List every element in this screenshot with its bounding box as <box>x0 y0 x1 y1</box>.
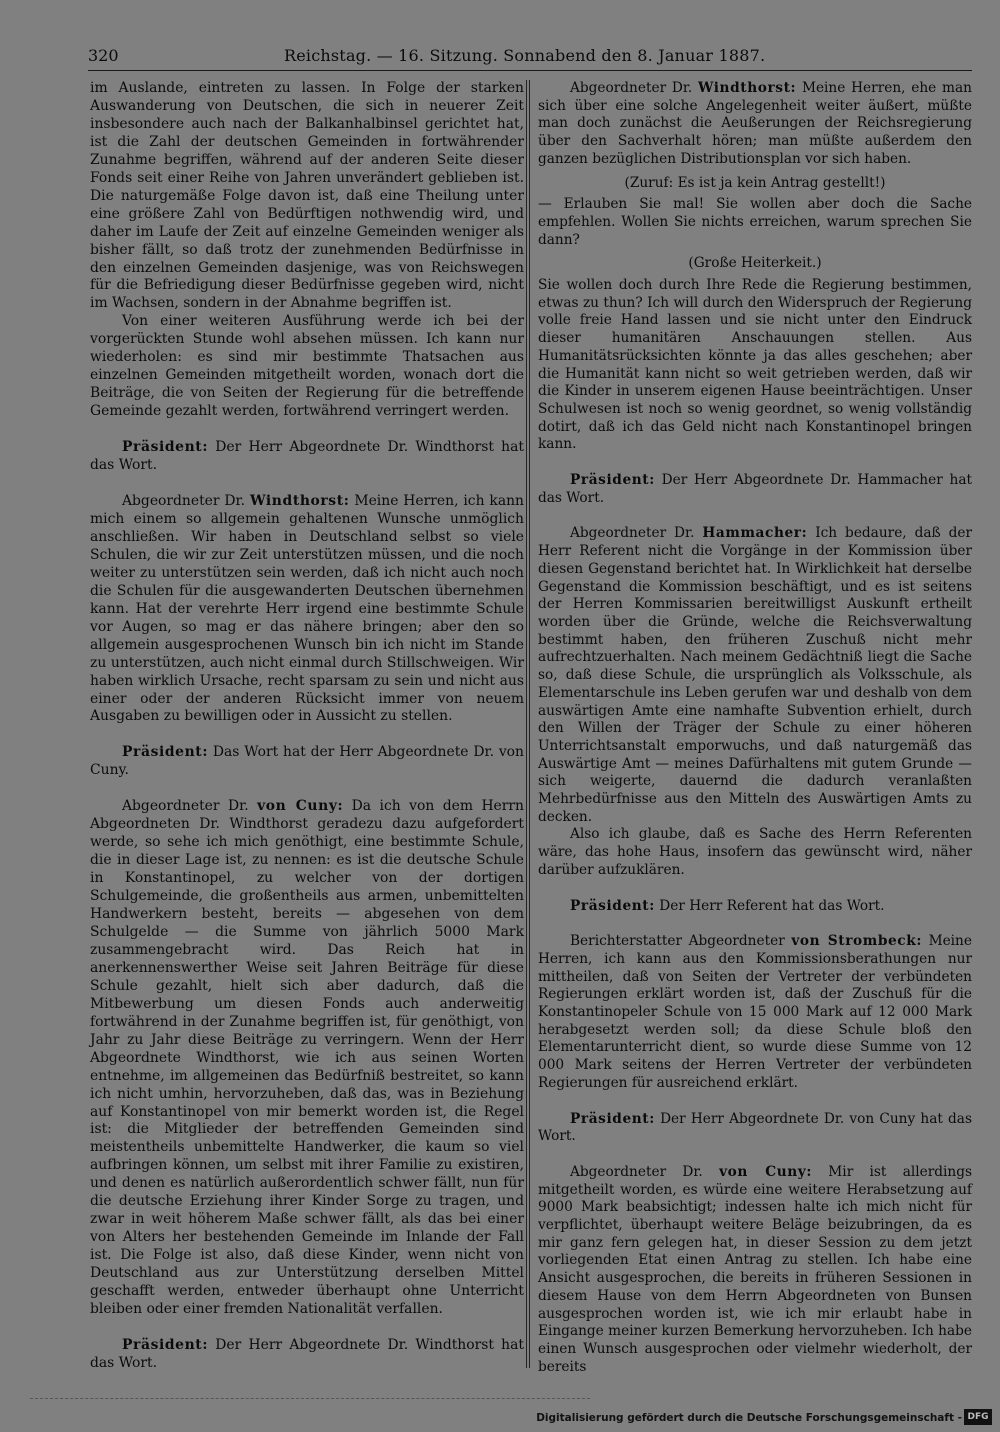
right-column <box>538 80 972 1376</box>
paragraph: im Auslande, eintreten zu lassen. In Folge der starken Auswanderung von Deutschen, die sich in neuerer Zeit insbesondere auch nach der Balkanhalbinsel gerichtet hat, ist die Zahl der deutschen Gemeinden in fortwährender Zunahme begriffen, während auf der anderen Seite dieser Fonds seit einer Reihe von Jahren unverändert geblieben ist. Die naturgemäße Folge davon ist, daß eine Theilung unter eine größere Zahl von Bedürftigen nothwendig wird, und daher im Laufe der Zeit auf einzelne Gemeinden weniger als bisher fällt, so daß trotz der zunehmenden Bedürfnisse in den einzelnen Gemeinden dasjenige, was von Reichswegen für die Befriedigung dieser Bedürfnisse gegeben wird, nicht im Wachsen, sondern in der Abnahme begriffen ist. <box>90 80 524 312</box>
speaker-name: Hammacher: <box>702 525 808 542</box>
paragraph: Also ich glaube, daß es Sache des Herrn Referenten wäre, das hohe Haus, insofern das gewünscht wird, näher darüber aufzuklären. <box>538 826 972 878</box>
speaker-paragraph: Präsident: Der Herr Abgeordnete Dr. Hammacher hat das Wort. <box>538 472 972 506</box>
speaker-paragraph: Präsident: Der Herr Abgeordnete Dr. Windthorst hat das Wort. <box>90 439 524 474</box>
speaker-paragraph: Präsident: Der Herr Abgeordnete Dr. Windthorst hat das Wort. <box>90 1336 524 1371</box>
speaker-name: Präsident: <box>122 439 209 456</box>
interjection: (Zuruf: Es ist ja kein Antrag gestellt!) <box>624 174 886 191</box>
speaker-name: Präsident: <box>570 897 655 914</box>
column-divider-inner <box>529 80 530 1368</box>
column-divider <box>526 80 527 1368</box>
speaker-name: von Strombeck: <box>791 933 922 950</box>
page-header <box>88 40 972 71</box>
scan-edge <box>30 1398 590 1399</box>
dfg-logo: DFG <box>964 1409 992 1425</box>
speaker-paragraph: Abgeordneter Dr. Windthorst: Meine Herren, ich kann mich einem so allgemein gehaltenen Wunsche unmöglich anschließen. Wir haben in Deutschland selbst so viele Schulen, die wir zur Zeit unterstützen müssen, und die noch weiter zu unterstützen sein werden, daß ich nicht auch noch die Schulen für die ausgewanderten Deutschen übernehmen kann. Hat der verehrte Herr irgend eine bestimmte Schule vor Augen, so mag er das nähere bringen; aber den so allgemein ausgesprochenen Wunsch bin ich nicht im Stande zu unterstützen, auch nicht einmal durch Stillschweigen. Wir haben wirklich Ursache, recht sparsam zu sein und nicht aus einer oder der anderen Rücksicht immer von neuem Ausgaben zu bewilligen oder in Aussicht zu stellen. <box>90 493 524 725</box>
running-title: Reichstag. — 16. Sitzung. Sonnabend den 8. Januar 1887. <box>284 46 766 65</box>
interjection: (Große Heiterkeit.) <box>688 255 822 272</box>
speaker-paragraph: Abgeordneter Dr. von Cuny: Da ich von dem Herrn Abgeordneten Dr. Windthorst geradezu dazu aufgefordert werde, so sehe ich mich genöthigt, eine bestimmte Schule, die in dieser Lage ist, zu nennen: es ist die deutsche Schule in Konstantinopel, zu welcher von der dortigen Schulgemeinde, die großentheils aus armen, unbemittelten Handwerkern besteht, bereits — abgesehen von dem Schulgelde — die Summe von jährlich 5000 Mark zusammengebracht wird. Das Reich hat in anerkennenswerther Weise seit Jahren Beiträge für diese Schule gezahlt, hielt sich aber dadurch, daß die Mitbewerbung um diesen Fonds auch anderweitig fortwährend in der Zunahme begriffen ist, für genöthigt, von Jahr zu Jahr diese Beiträge zu verringern. Wenn der Herr Abgeordnete Windthorst, wie ich aus seinen Worten entnehme, im allgemeinen das Bedürfniß bestreitet, so kann ich nicht umhin, hervorzuheben, daß das, was in Beziehung auf Konstantinopel von mir bemerkt worden ist, die Regel ist: die Mitglieder der betreffenden Gemeinden sind meistentheils unbemittelte Handwerker, die kaum so viel aufbringen können, um selbst mit ihrer Familie zu existiren, und denen es natürlich außerordentlich schwer fällt, nun für die deutsche Erziehung ihrer Kinder Sorge zu tragen, und zwar in weit höherem Maße schwer fällt, als das bei einer von Alters her bestehenden Gemeinde im Inlande der Fall ist. Die Folge ist also, daß diese Kinder, wenn nicht von Deutschland aus zur Unterstützung derselben Mittel geschafft werden, entweder überhaupt ohne Unterricht bleiben oder einer fremden Nationalität verfallen. <box>90 798 524 1317</box>
page-footer <box>0 1404 1000 1432</box>
speaker-name: von Cuny: <box>719 1163 812 1180</box>
speaker-paragraph: Abgeordneter Dr. Windthorst: Meine Herren, ehe man sich über eine solche Angelegenheit weiter äußert, müßte man doch zunächst die Aeußerungen der Reichsregierung über den Sachverhalt hören; man müßte außerdem den ganzen bezüglichen Distributionsplan vor sich haben. <box>538 80 972 167</box>
paragraph: Von einer weiteren Ausführung werde ich bei der vorgerückten Stunde wohl absehen müssen. Ich kann nur wiederholen: es sind mir bestimmte Thatsachen aus einzelnen Gemeinden mitgetheilt worden, wonach dort die Beiträge, die von Seiten der Regierung für die betreffende Gemeinde gezahlt werden, fortwährend verringert werden. <box>90 313 524 420</box>
speaker-name: Präsident: <box>570 1110 655 1127</box>
speaker-paragraph: Präsident: Der Herr Abgeordnete Dr. von Cuny hat das Wort. <box>538 1110 972 1145</box>
speaker-name: von Cuny: <box>257 798 344 815</box>
paragraph: — Erlauben Sie mal! Sie wollen aber doch die Sache empfehlen. Wollen Sie nichts erreichen, warum sprechen Sie dann? <box>538 196 972 248</box>
left-column <box>90 80 524 1373</box>
paragraph: Sie wollen doch durch Ihre Rede die Regierung bestimmen, etwas zu thun? Ich will durch den Widerspruch der Regierung volle freie Hand lassen und sie nicht unter den Eindruck dieser humanitären Anschauungen stellen. Aus Humanitätsrücksichten könnte ja das alles geschehen; aber die Humanität kann nicht so weit getrieben werden, daß wir die Kinder in unserem eigenen Hause beeinträchtigen. Unser Schulwesen ist noch so wenig geordnet, so wenig vollständig dotirt, daß ich das Geld nicht nach Konstantinopel bringen kann. <box>538 277 972 453</box>
speaker-name: Präsident: <box>570 472 655 489</box>
speaker-paragraph: Abgeordneter Dr. von Cuny: Mir ist allerdings mitgetheilt worden, es würde eine weitere Herabsetzung auf 9000 Mark beabsichtigt; indessen halte ich mich nicht für verpflichtet, überhaupt weitere Beläge beizubringen, da es mir ganz fern gelegen hat, in dieser Session zu dem jetzt vorliegenden Etat einen Antrag zu stellen. Ich habe eine Ansicht ausgesprochen, die bereits in früheren Sessionen in diesem Hause von dem Herrn Abgeordneten von Bunsen ausgesprochen worden ist, wie ich mir erlaubt habe in Eingange meiner kurzen Bemerkung hervorzuheben. Ich habe einen Wunsch ausgesprochen oder vielmehr wiederholt, der bereits <box>538 1163 973 1375</box>
speaker-paragraph: Berichterstatter Abgeordneter von Strombeck: Meine Herren, ich kann aus den Kommissionsberathungen nur mittheilen, daß von Seiten der Vertreter der verbündeten Regierungen erklärt worden ist, daß der Zuschuß für die Konstantinopeler Schule von 15 000 Mark auf 12 000 Mark herabgesetzt werden soll; da diese Schule bloß den Elementarunterricht dient, so wurde diese Summe von 12 000 Mark seitens der Herren Vertreter der verbündeten Regierungen für ausreichend erklärt. <box>538 933 972 1091</box>
page-number: 320 <box>88 46 119 65</box>
speaker-paragraph: Präsident: Der Herr Referent hat das Wort. <box>570 897 885 914</box>
speaker-paragraph: Präsident: Das Wort hat der Herr Abgeordnete Dr. von Cuny. <box>90 744 524 779</box>
speaker-name: Präsident: <box>122 744 209 761</box>
speaker-name: Windthorst: <box>698 80 797 96</box>
speaker-paragraph: Abgeordneter Dr. Hammacher: Ich bedaure, daß der Herr Referent nicht die Vorgänge in der Kommission über diesen Gegenstand berichtet hat. In Wirklichkeit hat derselbe Gegenstand die Kommission beschäftigt, und es ist seitens der Herren Kommissarien bereitwilligst Auskunft ertheilt worden über die Gründe, welche die Reichsverwaltung bestimmt haben, den früheren Zuschuß nicht mehr aufrechtzuerhalten. Nach meinem Gedächtniß liegt die Sache so, daß diese Schule, die ursprünglich als Volksschule, als Elementarschule ins Leben gerufen war und deshalb von dem auswärtigen Amte eine namhafte Subvention erhielt, durch den Willen der Träger der Schule zu einer höheren Unterrichtsanstalt emporwuchs, und daß naturgemäß das Auswärtige Amt — meines Dafürhaltens mit gutem Grunde — sich weigerte, dauernd die dadurch veranlaßten Mehrbedürfnisse aus den Mitteln des Auswärtigen Amts zu decken. <box>538 525 973 825</box>
speaker-name: Präsident: <box>122 1336 209 1353</box>
funding-note: Digitalisierung gefördert durch die Deutsche Forschungsgemeinschaft - <box>536 1412 962 1424</box>
speaker-name: Windthorst: <box>249 493 350 510</box>
